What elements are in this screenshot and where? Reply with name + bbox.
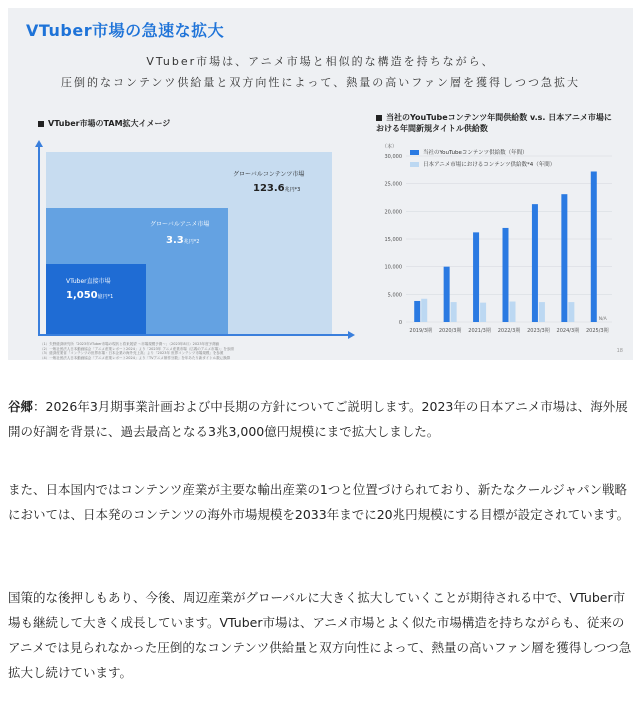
bar-company bbox=[473, 232, 479, 322]
bullet-square-icon bbox=[38, 121, 44, 127]
x-tick-label: 2019/3期 bbox=[409, 328, 433, 334]
footnote: （4）一般社団法人日本動画協会「アニメ産業レポート2024」より「TVアニメ制作分数」を年あたり新タイトル数に換算 bbox=[40, 355, 231, 360]
bullet-square-icon bbox=[376, 115, 382, 121]
bar-company bbox=[503, 228, 509, 322]
legend-item-anime: 日本アニメ市場におけるコンテンツ供給数*4（年間） bbox=[410, 160, 555, 168]
global-market-label: グローバルコンテンツ市場 bbox=[233, 171, 305, 178]
tam-axis-y bbox=[38, 146, 40, 336]
bar-company bbox=[591, 171, 597, 322]
footnote: （1）矢野経済研究所「2023年VTuber市場の現状と将来展望 ～市場規模予測～」（2023年8月）2023年度予測値 bbox=[40, 342, 220, 346]
legend-swatch bbox=[410, 150, 419, 155]
speaker-name: 谷郷 bbox=[8, 399, 34, 414]
footnote: （2）一般社団法人日本動画協会「アニメ産業レポート2024」より「2023年 アニメ産業市場（広義のアニメ市場）」を参照 bbox=[40, 346, 234, 351]
footnote: （3）経済産業省「コンテンツの世界市場・日本企業の海外売上高」より「2023年 世界コンテンツ市場規模」を参照 bbox=[40, 351, 224, 355]
bar-company bbox=[414, 301, 420, 322]
y-tick-label: 25,000 bbox=[384, 181, 402, 188]
global-market-value: 123.6兆円*3 bbox=[253, 183, 301, 194]
x-tick-label: 2021/3期 bbox=[468, 328, 491, 334]
bar-anime bbox=[480, 303, 486, 322]
paragraph-1 bbox=[8, 394, 634, 444]
na-label: N/A bbox=[598, 317, 607, 322]
anime-market-value: 3.3兆円*2 bbox=[166, 235, 200, 246]
y-tick-label: 20,000 bbox=[384, 209, 402, 216]
tam-diagram bbox=[38, 140, 354, 334]
paragraph-2: また、日本国内ではコンテンツ産業が主要な輸出産業の1つと位置づけられており、新たなクールジャパン戦略においては、日本発のコンテンツの海外市場規模を2033年までに20兆円規模にする目標が設定されています。 bbox=[8, 482, 630, 522]
speaker-colon: ： bbox=[33, 399, 46, 414]
bar-anime bbox=[510, 302, 516, 322]
paragraph-3: 国策的な後押しもあり、今後、周辺産業がグローバルに大きく拡大していくことが期待される中で、VTuber市場も継続して大きく成長しています。VTuber市場は、アニメ市場とよく似た市場構造を持ちながらも、従来のアニメでは見られなかった圧倒的なコンテンツ供給量と双方向性によって、熱量の高いファン層を獲得しつつ急拡大し続けています。 bbox=[8, 590, 632, 680]
vtuber-market-label: VTuber直接市場 bbox=[66, 278, 111, 285]
chart-svg bbox=[376, 142, 616, 342]
slide-subtitle-line1: VTuber市場は、アニメ市場と相似的な構造を持ちながら、 bbox=[146, 55, 495, 68]
slide-subtitle-line2: 圧倒的なコンテンツ供給量と双方向性によって、熱量の高いファン層を獲得しつつ急拡大 bbox=[60, 76, 580, 89]
paragraph-1-text: 2026年3月期事業計画および中長期の方針についてご説明します。2023年の日本アニメ市場は、海外展開の好調を背景に、過去最高となる3兆3,000億円規模にまで拡大しました。 bbox=[8, 399, 628, 439]
arrow-right-icon bbox=[348, 331, 355, 339]
slide-image bbox=[8, 8, 633, 360]
bar-company bbox=[532, 204, 538, 322]
y-tick-label: 0 bbox=[398, 320, 402, 326]
tam-box-vtuber-direct bbox=[46, 264, 146, 334]
bar-company bbox=[561, 194, 567, 322]
supply-bar-chart bbox=[376, 142, 616, 342]
arrow-up-icon bbox=[35, 140, 43, 147]
vtuber-market-value: 1,050億円*1 bbox=[66, 290, 114, 301]
y-tick-label: 5,000 bbox=[387, 292, 402, 299]
bar-anime bbox=[421, 299, 427, 322]
chart-section-title: 当社のYouTubeコンテンツ年間供給数 v.s. 日本アニメ市場における年間新規タイトル供給数 bbox=[376, 113, 612, 133]
tam-footnotes bbox=[40, 342, 234, 360]
y-axis-unit: （本） bbox=[382, 144, 398, 150]
x-tick-label: 2022/3期 bbox=[497, 328, 521, 334]
y-tick-label: 15,000 bbox=[384, 237, 402, 243]
x-tick-label: 2023/3期 bbox=[527, 328, 550, 334]
page-number: 18 bbox=[616, 348, 623, 354]
x-tick-label: 2024/3期 bbox=[556, 328, 580, 334]
anime-market-label: グローバルアニメ市場 bbox=[150, 221, 210, 228]
x-tick-label: 2020/3期 bbox=[438, 328, 462, 334]
bar-anime bbox=[451, 302, 457, 322]
slide-title: VTuber市場の急速な拡大 bbox=[26, 21, 225, 40]
bar-anime bbox=[539, 302, 545, 322]
tam-axis-x bbox=[38, 334, 350, 336]
y-tick-label: 10,000 bbox=[384, 264, 402, 271]
legend-swatch bbox=[410, 162, 419, 167]
legend-item-company: 当社のYouTubeコンテンツ供給数（年間） bbox=[410, 148, 528, 156]
y-tick-label: 30,000 bbox=[384, 154, 402, 160]
bar-anime bbox=[568, 302, 574, 322]
tam-section-title: VTuber市場のTAM拡大イメージ bbox=[38, 118, 170, 129]
bar-company bbox=[444, 267, 450, 322]
x-tick-label: 2025/3期 bbox=[585, 328, 609, 334]
